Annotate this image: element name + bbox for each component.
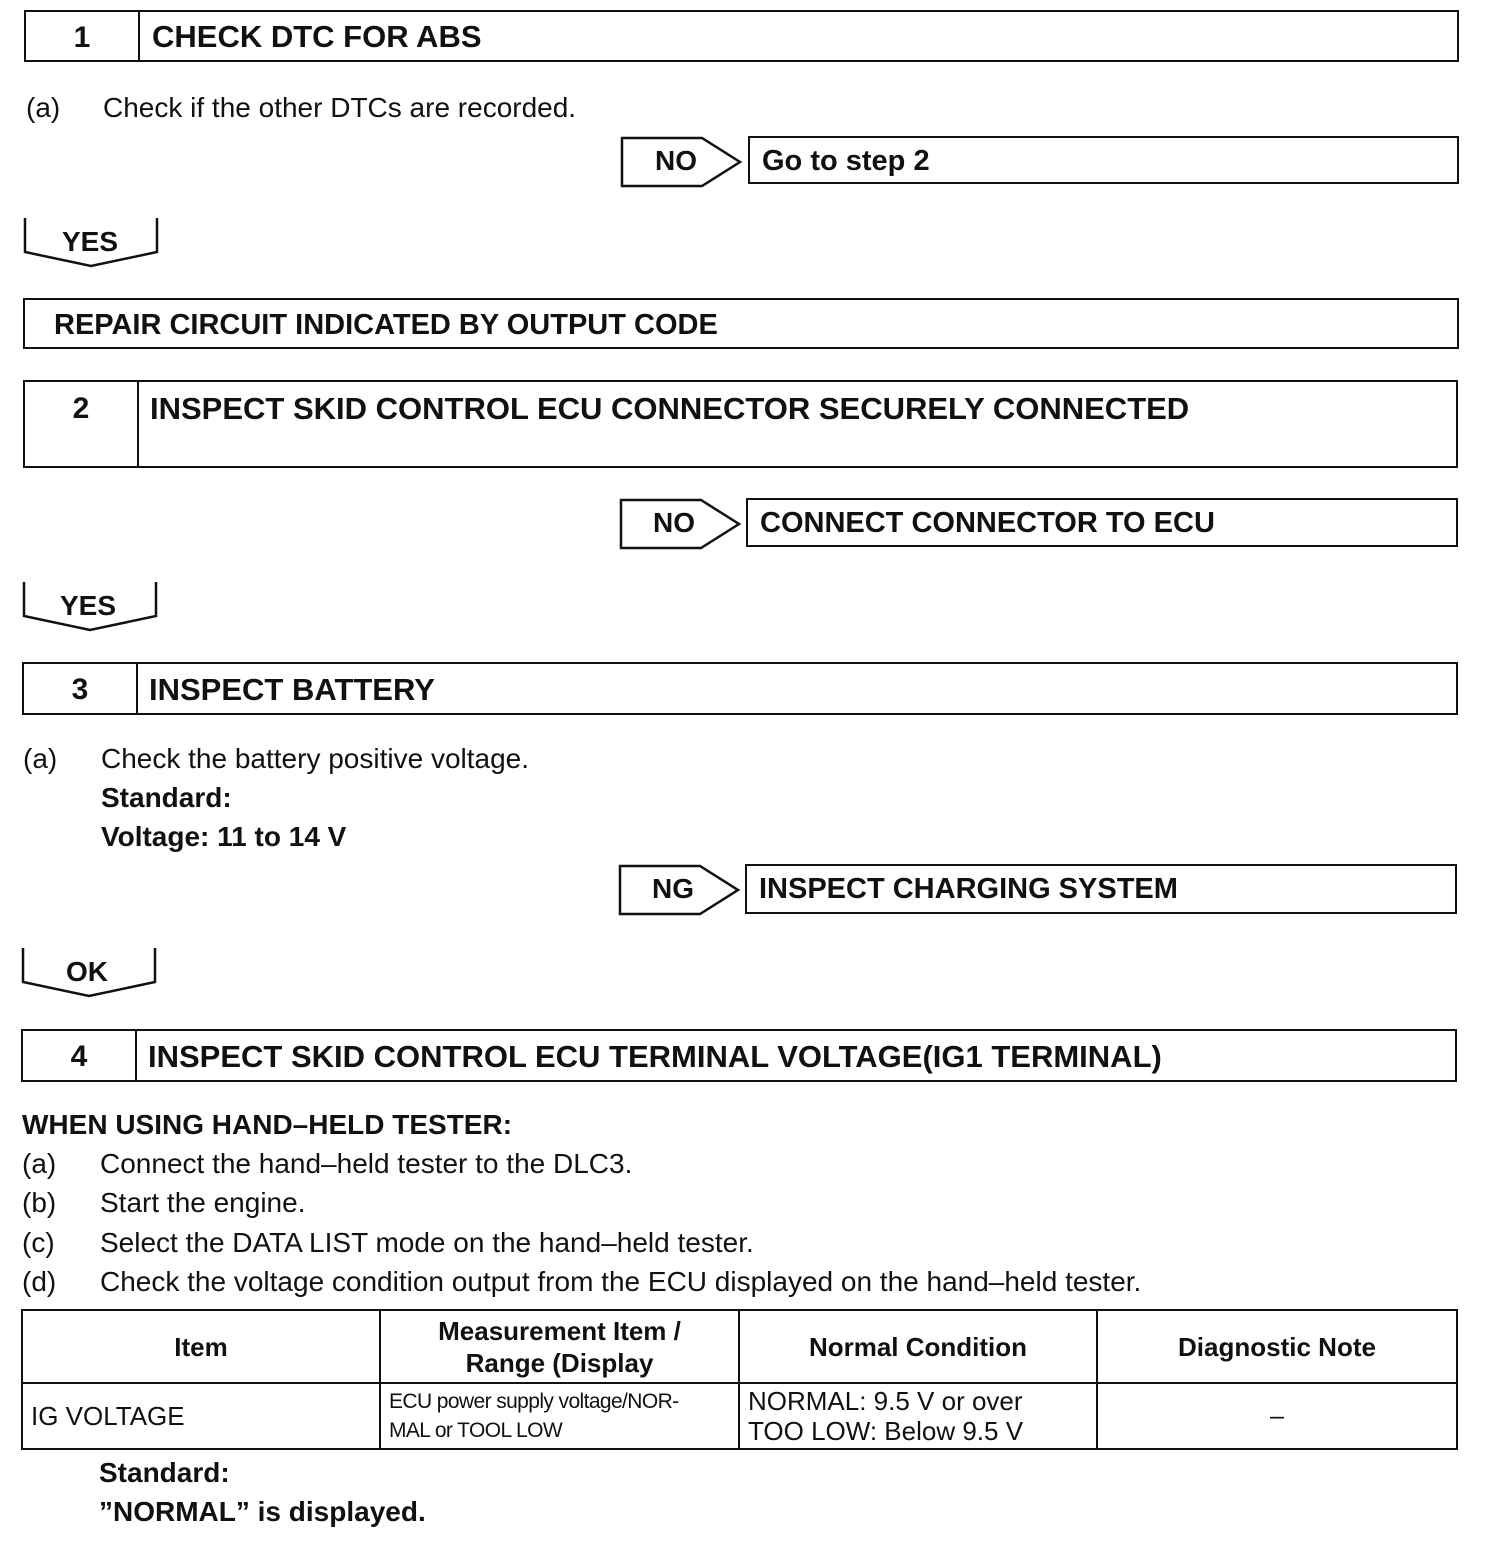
step-4-item-b-text: Start the engine. — [100, 1187, 306, 1218]
header-normal-condition: Normal Condition — [739, 1310, 1097, 1383]
step-3-ok-label: OK — [66, 956, 108, 987]
header-item: Item — [22, 1310, 380, 1383]
step-2-yes-label: YES — [59, 590, 117, 621]
step-1-header — [24, 10, 1459, 62]
step-4-header — [21, 1029, 1457, 1082]
step-3-item-a-text: Check the battery positive voltage. — [101, 743, 530, 774]
step-2-no-label: NO — [653, 507, 695, 538]
step-4-item-a-text: Connect the hand–held tester to the DLC3. — [100, 1148, 633, 1179]
table-row — [22, 1383, 1457, 1449]
cell-condition-line-2: TOO LOW: Below 9.5 V — [748, 1416, 1024, 1446]
cell-condition-line-1: NORMAL: 9.5 V or over — [748, 1386, 1023, 1416]
step-4-item-b-label: (b) — [22, 1187, 57, 1218]
cell-measurement-line-1: ECU power supply voltage/NOR- — [389, 1390, 679, 1413]
step-4-item-c-text: Select the DATA LIST mode on the hand–held tester. — [100, 1227, 754, 1258]
step-3-ng-label: NG — [652, 873, 694, 904]
step-1-yes-result: REPAIR CIRCUIT INDICATED BY OUTPUT CODE — [23, 298, 1459, 349]
step-2-no-result: CONNECT CONNECTOR TO ECU — [746, 498, 1458, 547]
step-3-item-a-label: (a) — [23, 743, 58, 774]
step-1-no-label: NO — [655, 145, 697, 176]
step-4-item-a-label: (a) — [22, 1148, 57, 1179]
step-2-title: INSPECT SKID CONTROL ECU CONNECTOR SECURELY CONNECTED — [150, 391, 1190, 426]
step-4-item-d-label: (d) — [22, 1266, 57, 1297]
step-3-standard-value: Voltage: 11 to 14 V — [101, 821, 347, 852]
step-4-standard-value: ”NORMAL” is displayed. — [99, 1496, 426, 1527]
cell-diagnostic-note: – — [1097, 1383, 1457, 1449]
step-3-title: INSPECT BATTERY — [149, 672, 435, 707]
cell-measurement — [380, 1383, 739, 1449]
step-2-number: 2 — [25, 382, 139, 466]
cell-normal-condition — [739, 1383, 1097, 1449]
cell-measurement-line-2: MAL or TOOL LOW — [389, 1419, 563, 1442]
header-diagnostic-note: Diagnostic Note — [1097, 1310, 1457, 1383]
step-4-item-d-text: Check the voltage condition output from the ECU displayed on the hand–held tester. — [100, 1266, 1142, 1297]
table-header-row — [22, 1310, 1457, 1383]
step-3-header — [22, 662, 1458, 715]
step-3-ng-result: INSPECT CHARGING SYSTEM — [745, 864, 1457, 914]
step-4-number: 4 — [23, 1031, 137, 1080]
step-1-item-a-text: Check if the other DTCs are recorded. — [103, 92, 577, 123]
step-2-header — [23, 380, 1458, 468]
step-3-number: 3 — [24, 664, 138, 713]
step-4-standard-label: Standard: — [99, 1457, 230, 1488]
step-1-yes-label: YES — [61, 226, 119, 257]
step-4-item-c-label: (c) — [22, 1227, 55, 1258]
step-1-title: CHECK DTC FOR ABS — [152, 19, 482, 54]
step-3-standard-label: Standard: — [101, 782, 232, 813]
step-4-subheading: WHEN USING HAND–HELD TESTER: — [22, 1109, 513, 1140]
step-1-number: 1 — [26, 12, 140, 60]
step-1-item-a-label: (a) — [26, 92, 61, 123]
step-4-title: INSPECT SKID CONTROL ECU TERMINAL VOLTAGE(IG1 TERMINAL) — [148, 1039, 1162, 1074]
step-1-no-result: Go to step 2 — [748, 136, 1459, 184]
cell-item: IG VOLTAGE — [22, 1383, 380, 1449]
data-list-table — [21, 1309, 1458, 1450]
header-measurement: Measurement Item / Range (Display — [380, 1310, 739, 1383]
